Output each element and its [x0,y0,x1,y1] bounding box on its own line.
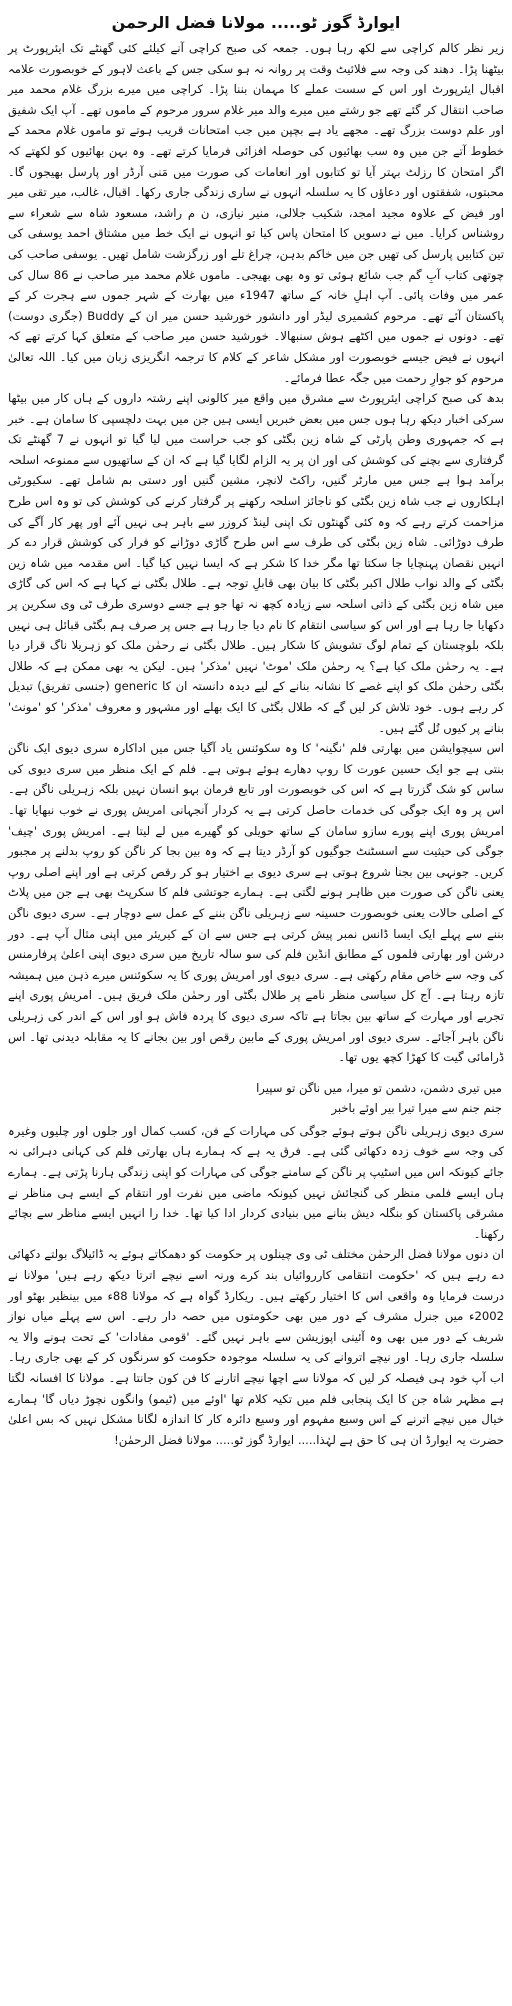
paragraph-4: سری دیوی زہریلی ناگن ہوتے ہوئے جوگی کی مہارات کے فن، کسب کمال اور جلوں اور چلیوں وغیرہ کی وجہ سے خوف زدہ دکھائی گئی ہے۔ فرق یہ ہے کہ ہمارے ہاں بھارتی فلم کی کہانی دہرائی نہ جائے کیونکہ اس میں اسٹیپ پر ناگن کے سامنے جوگی کی مہارات کو اپنی زندگی ہارنا پڑتی ہے۔ ہمارے ہاں ایسے فلمی منظر کی گنجائش نہیں کیونکہ ماضی میں نفرت اور انتقام کے ایسے ہی مناظر نے مشرقی پاکستان کو بنگلہ دیش بنانے میں بنیادی کردار ادا کیا تھا۔ خدا را انہیں ایسے مناظر سے بچائے رکھنا۔ [8,1123,504,1241]
paragraph-5: ان دنوں مولانا فضل الرحمٰن مختلف ٹی وی چینلوں پر حکومت کو دھمکاتے ہوئے یہ ڈائیلاگ بولتے دکھائی دے رہے ہیں کہ 'حکومت انتقامی کارروائیاں بند کرے ورنہ اسے نیچے اترتا دیکھ رہے ہیں' مولانا نے درست فرمایا وہ واقعی اس کا اختیار رکھتے ہیں۔ ریکارڈ گواہ ہے کہ مولانا 88ء میں بینظیر بھٹو اور 2002ء میں جنرل مشرف کے دور میں بھی حکومتوں میں حصہ دار رہے۔ اس سے پہلے میاں نواز شریف کے دور میں بھی وہ آئینی اپوزیشن سے باہر نہیں گئے۔ 'قومی مفادات' کے تحت ہونے والا یہ سلسلہ جاری رہا۔ اور نیچے اتروانے کی یہ سلسلہ موجودہ حکومت کو سرنگوں کر کے بھی جاری رہا۔ اب آپ خود ہی فیصلہ کر لیں کہ مولانا سے اچھا نیچے اتارنے کا فن کون جانتا ہے۔ مولانا کا افسانہ لگتا ہے مظہر شاہ جن کا ایک پنجابی فلم میں تکیہ کلام تھا 'اوئے میں (ٹیمو) وانگوں نچوڑ دیاں گا' ہمارے خیال میں نیچے اترنے کے اس وسیع مفہوم اور وسیع دائرہ کار کا اندازہ لگانا مشکل نہیں کہ بس اعلیٰ حضرت یہ ایوارڈ ان ہی کا حق ہے لہٰذا..... ایوارڈ گوز ٹو..... مولانا فضل الرحمٰن! [8,1247,504,1447]
paragraph-1: زیر نظر کالم کراچی سے لکھ رہا ہوں۔ جمعہ کی صبح کراچی آنے کیلئے کئی گھنٹے تک ایئرپورٹ پر بیٹھنا پڑا۔ دھند کی وجہ سے فلائیٹ وقت پر روانہ نہ ہو سکی جس کے باعث لاہور کے خوبصورت علامہ اقبال ایئرپورٹ اور اس کے سست عملے کا مہمان بننا پڑا۔ کراچی میں میرے بزرگ غلام محمد میر صاحب انتقال کر گئے تھے جو رشتے میں میرے والد میر غلام سرور مرحوم کے ماموں تھے۔ آپ ایک شفیق اور علم دوست بزرگ تھے۔ مجھے یاد ہے بچپن میں جب امتحانات قریب ہوتے تو ماموں غلام محمد کے خطوط آتے جن میں وہ سب بھائیوں کی حوصلہ افزائی فرمایا کرتے تھے۔ وہ بہن بھائیوں کو لکھتے کہ اگر امتحان کا رزلٹ بہتر آیا تو کتابوں اور انعامات کی صورت میں مَنی آرڈر اور پارسل بھیجوں گا۔ محبتوں، شفقتوں اور دعاؤں کا یہ سلسلہ انہوں نے ساری زندگی جاری رکھا۔ اقبال، غالب، میر تقی میر اور فیض کے علاوہ مجید امجد، شکیب جلالی، منیر نیازی، ن م راشد، مسعود شاہ سے شعراء سے روشناس کرایا۔ میں نے دسویں کا امتحان پاس کیا تو انہوں نے ایک خط میں مشتاق احمد یوسفی کی تین کتابیں پارسل کی تھیں جن میں خاکم بدہن، چراغ تلے اور زرگزشت شامل تھیں۔ یوسفی صاحب کی چوتھی کتاب آبِ گم جب شائع ہوئی تو وہ بھی بھیجی۔ ماموں غلام محمد میر صاحب نے 86 سال کی عمر میں وفات پائی۔ آپ اہلِ خانہ کے ساتھ 1947ء میں بھارت کے شہر جموں سے ہجرت کر کے پاکستان آئے تھے۔ مرحوم کشمیری لیڈر اور دانشور خورشید حسن میر ان کے Buddy (جگری دوست) تھے۔ دونوں نے جموں میں اکٹھے ہوش سنبھالا۔ خورشید حسن میر صاحب کے متعلق کہا کرتے تھے کہ انہوں نے فیض جیسے خوبصورت اور مشکل شاعر کے کلام کا ترجمہ انگریزی زبان میں کیا۔ اللہ تعالیٰ مرحوم کو جوارِ رحمت میں جگہ عطا فرمائے۔ [8,41,505,385]
lyric-line-1: میں تیری دشمن، دشمن تو میرا، میں ناگن تو سپیرا [256,1080,502,1095]
column-headline: ایوارڈ گوز ٹو..... مولانا فضل الرحمن [111,13,401,32]
paragraph-2: بدھ کی صبح کراچی ایئرپورٹ سے مشرق میں واقع میر کالونی اپنے رشتہ داروں کے ہاں کار میں بیٹھا سرکی اخبار دیکھ رہا ہوں جس میں بعض خبریں ایسی ہیں جن میں بہت دلچسپی کا سامان ہے۔ خبر ہے کہ جمہوری وطن پارٹی کے شاہ زین بگٹی کو جب حراست میں لیا گیا تو انہوں نے 7 گھنٹے تک گرفتاری سے بچنے کی کوشش کی اور ان پر یہ الزام لگایا گیا ہے کہ ان کے ساتھیوں سے ممنوعہ اسلحہ برآمد ہوا ہے جس میں مارٹر گنیں، راکٹ لانچر، مشین گنیں اور دستی بم شامل تھے۔ سکیورٹی اہلکاروں نے جب شاہ زین بگٹی کو ناجائز اسلحہ رکھنے پر گرفتار کرنے کی کوشش کی تو وہ اس طرح مزاحمت کرتے رہے کہ وہ کئی گھنٹوں تک اپنی لینڈ کروزر سے باہر ہی نہیں آئے اور پھر کار آگے کی طرف دوڑائی۔ شاہ زین بگٹی کی طرف سے اس طرح گاڑی دوڑانے کو فرار کی کوشش قرار دے کر انہیں نقصان پہنچایا جا سکتا تھا مگر خدا کا شکر ہے کہ ایسا نہیں کیا گیا۔ اس مقدمہ میں شاہ زین بگٹی کے والد نواب طلال اکبر بگٹی کا بیان بھی قابلِ توجہ ہے۔ طلال بگٹی نے کہا ہے کہ اس کی گاڑی میں شاہ زین بگٹی کے ذاتی اسلحہ سے زیادہ کچھ نہ تھا جو ہے جسے دوسری طرف ٹی وی سکرین پر دکھایا جا رہا ہے اور اس کو سیاسی انتقام کا نام دیا جا رہا ہے جس پر صرف ہم بگٹی قبائل ہی نہیں بلکہ بلوچستان کے تمام لوگ تشویش کا شکار ہیں۔ طلال بگٹی نے رحمٰن ملک کو زہریلا ناگ قرار دیا ہے۔ یہ رحمٰن ملک کیا ہے؟ یہ رحمٰن ملک 'موٹ' نہیں 'مذکر' ہیں۔ لیکن یہ بھی ممکن ہے کہ طلال بگٹی رحمٰن ملک کو اپنے غصے کا نشانہ بنانے کے لیے دیدہ دانستہ ان کا generic (جنسی تفریق) تبدیل کر رہے ہوں۔ خود تلاش کر لیں گے کہ طلال بگٹی کا ایک بھلے اور مشہور و معروف 'مذکر' کو 'مونث' بنانے پر کیوں تُل گئے ہیں۔ [8,391,504,735]
paragraph-3: اس سیچوایشن میں بھارتی فلم 'نگینہ' کا وہ سکوئنس یاد آگیا جس میں اداکارہ سری دیوی ایک ناگن بنتی ہے جو ایک حسین عورت کا روپ دھارے ہوئے ہوتی ہے۔ فلم کے ایک منظر میں سری دیوی کی ساس کو شک گزرتا ہے کہ اس کی خوبصورت اور تابع فرمان بہو انسان نہیں بلکہ زہریلی ناگن ہے۔ اس پر وہ ایک جوگی کی خدمات حاصل کرتی ہے یہ کردار آنجہانی امریش پوری نے خوب نبھایا تھا۔ امریش پوری اپنے پورے سازو سامان کے ساتھ حویلی کو گھیرے میں لے لیتا ہے۔ امریش پوری 'چیف' جوگی کی حیثیت سے اسسٹنٹ جوگیوں کو آرڈر دیتا ہے کہ وہ بین بجا کر ناگن کو روپ بدلنے پر مجبور کریں۔ جونہی بین بجنا شروع ہوتی ہے سری دیوی بے اختیار ہو کر رقص کرتی ہے اور اپنے اصلی روپ یعنی ناگن کی صورت میں ظاہر ہونے لگتی ہے۔ ہمارے جوتشی فلم کا سکرپٹ بھی ہے جن میں پلاٹ کے اصلی حالات یعنی خوبصورت حسینہ سے زہریلی ناگن بننے کے عمل سے دوچار ہے۔ سری دیوی ناگن بننے سے پہلے ایک ایسا ڈانس نمبر پیش کرتی ہے جس سے ان کے کیریئر میں اپنی مثال آپ ہے۔ دور درشن اور بھارتی فلموں کے مطابق انڈین فلم کی سو سالہ تاریخ میں سری دیوی اپنی اعلیٰ پرفارمنس کی وجہ سے خاص مقام رکھتی ہے۔ سری دیوی اور امریش پوری کا یہ سکوئنس میرے ذہن میں ہمیشہ تازہ رہتا ہے۔ آج کل سیاسی منظر نامے پر طلال بگٹی اور رحمٰن ملک فریق ہیں۔ امریش پوری اپنے تجربے اور مہارت کے ساتھ بین بجاتا ہے تاکہ سری دیوی کا پردہ فاش ہو اور اس کے اندر کی زہریلی ناگن باہر آجائے۔ سری دیوی اور امریش پوری کے مابین رقص اور بین بجانے کا یہ مقابلہ دیدنی تھا۔ اس ڈرامائی گیت کا کھڑا کچھ یوں تھا۔ [8,741,504,1065]
lyric-line-2: جنم جنم سے میرا تیرا بیر اوئے باخبر [331,1101,502,1116]
column-body-continued [8,1121,504,1451]
song-lyrics [8,1070,504,1119]
column-body [8,38,504,1068]
spacer [8,1070,504,1078]
